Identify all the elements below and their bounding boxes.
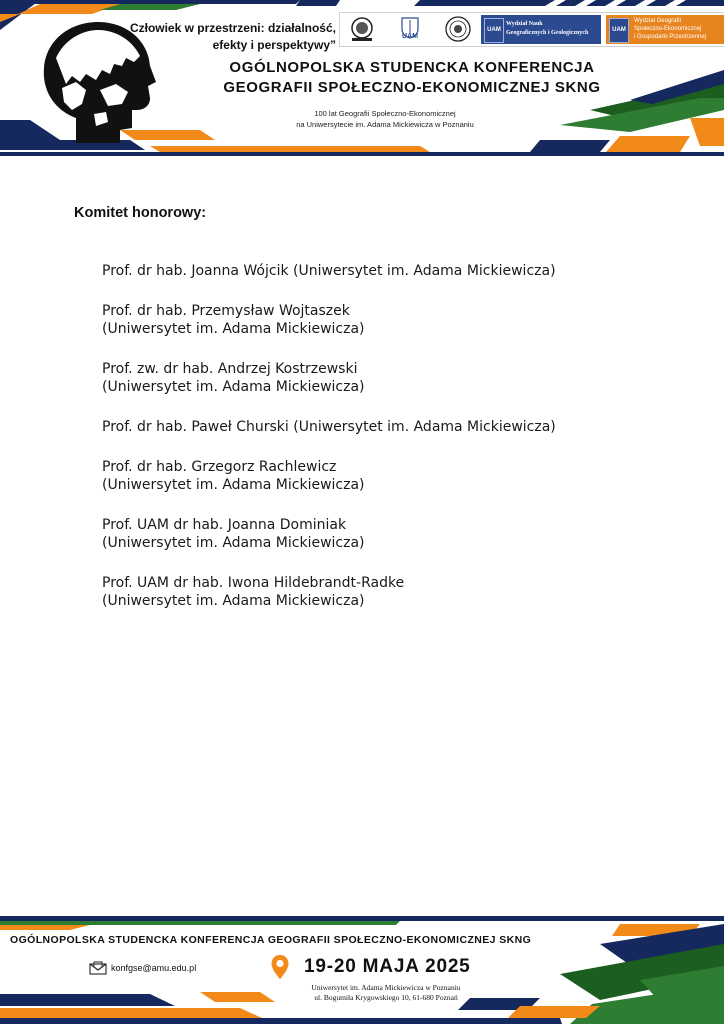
conference-title-line: OGÓLNOPOLSKA STUDENCKA KONFERENCJA <box>229 59 595 76</box>
member-line: (Uniwersytet im. Adama Mickiewicza) <box>102 535 365 551</box>
mail-icon <box>89 961 107 975</box>
uam-crest-logo <box>396 15 424 43</box>
uam-small-label: UAM <box>402 33 418 40</box>
venue-address <box>296 983 476 1002</box>
address-line: Uniwersytet im. Adama Mickiewicza w Poznaniu <box>311 983 461 992</box>
member-line: Prof. dr hab. Paweł Churski (Uniwersytet im. Adama Mickiewicza) <box>102 419 556 435</box>
conference-subtitle <box>230 108 540 130</box>
member-line: (Uniwersytet im. Adama Mickiewicza) <box>102 477 365 493</box>
committee-member <box>102 516 702 552</box>
faculty-name-line: Wydział Nauk <box>506 21 543 27</box>
member-line: (Uniwersytet im. Adama Mickiewicza) <box>102 593 365 609</box>
partner-logos-strip <box>339 12 724 47</box>
email-link[interactable]: konfgse@amu.edu.pl <box>111 963 197 973</box>
university-seal-icon <box>444 15 472 43</box>
faculty-name-line: Geograficznych i Geologicznych <box>506 30 589 36</box>
member-line: Prof. dr hab. Grzegorz Rachlewicz <box>102 459 337 475</box>
member-line: (Uniwersytet im. Adama Mickiewicza) <box>102 379 365 395</box>
conference-dates: 19-20 MAJA 2025 <box>304 956 471 977</box>
faculty-name-line: Społeczno-Ekonomicznej <box>634 26 702 32</box>
uam-mark-icon: UAM <box>484 18 504 43</box>
conference-title <box>170 58 654 98</box>
section-heading: Komitet honorowy: <box>74 205 207 221</box>
committee-member <box>102 302 702 338</box>
slogan-line: „Człowiek w przestrzeni: działalność, <box>123 21 336 35</box>
committee-member <box>102 458 702 494</box>
subtitle-line: na Uniwersytecie im. Adama Mickiewicza w Poznaniu <box>296 120 474 129</box>
faculty-name-line: i Gospodarki Przestrzennej <box>634 34 707 40</box>
footer-title: OGÓLNOPOLSKA STUDENCKA KONFERENCJA GEOGRAFII SPOŁECZNO-EKONOMICZNEJ SKNG <box>10 934 532 946</box>
wngig-faculty-logo <box>481 15 601 44</box>
member-line: Prof. UAM dr hab. Joanna Dominiak <box>102 517 347 533</box>
header-banner <box>0 0 724 160</box>
sknj-emblem-icon <box>348 15 376 43</box>
location-pin-icon <box>270 954 290 980</box>
footer-banner <box>0 914 724 1024</box>
member-line: Prof. dr hab. Joanna Wójcik (Uniwersytet im. Adama Mickiewicza) <box>102 263 556 279</box>
committee-member <box>102 360 702 396</box>
uam-box-label: UAM <box>609 18 629 43</box>
committee-member <box>102 418 702 436</box>
committee-member <box>102 262 702 280</box>
address-line: ul. Bogumiła Krygowskiego 10, 61-680 Poznań <box>314 992 458 1002</box>
member-line: Prof. zw. dr hab. Andrzej Kostrzewski <box>102 361 358 377</box>
member-line: (Uniwersytet im. Adama Mickiewicza) <box>102 321 365 337</box>
conference-title-line: GEOGRAFII SPOŁECZNO-EKONOMICZNEJ SKNG <box>223 79 601 96</box>
honorary-committee-list <box>102 262 702 632</box>
slogan-line: efekty i perspektywy” <box>212 38 336 52</box>
member-line: Prof. UAM dr hab. Iwona Hildebrandt-Radke <box>102 575 405 591</box>
faculty-name-line: Wydział Geografii <box>634 18 681 24</box>
subtitle-line: 100 lat Geografii Społeczno-Ekonomicznej <box>314 109 456 118</box>
wgseigp-faculty-logo <box>606 15 724 44</box>
committee-member <box>102 574 702 610</box>
slogan <box>120 20 336 54</box>
member-line: Prof. dr hab. Przemysław Wojtaszek <box>102 303 350 319</box>
